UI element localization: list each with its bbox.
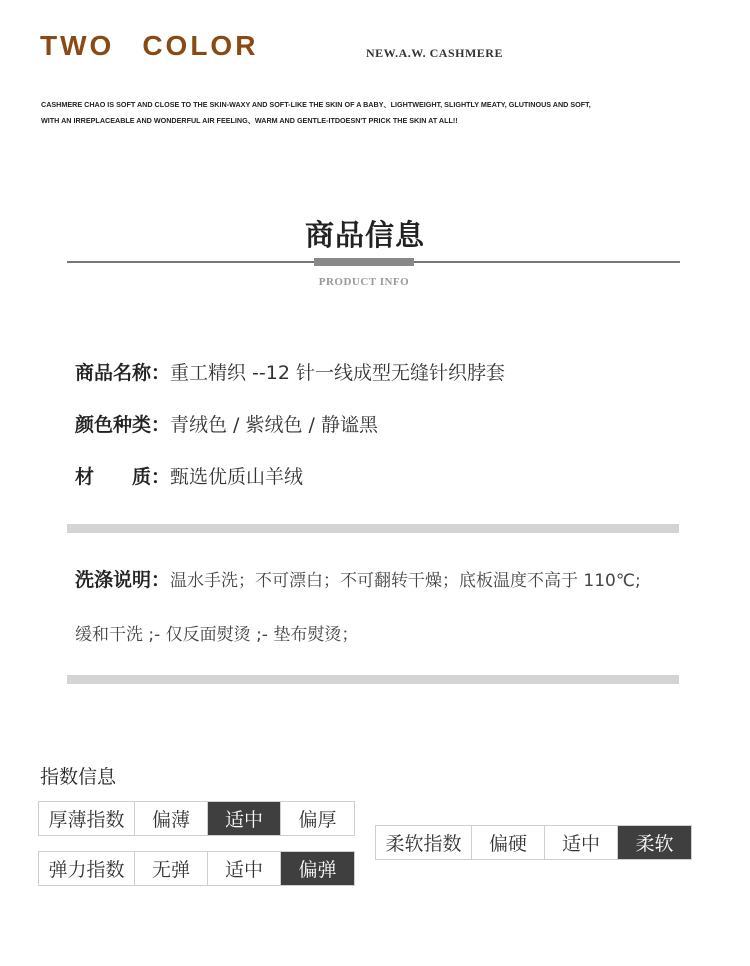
softness-option-hard: 偏硬 (472, 826, 545, 859)
material-row (75, 462, 303, 489)
divider-bar (67, 524, 679, 533)
material-label: 材 质： (75, 466, 171, 488)
thickness-index-label: 厚薄指数 (39, 802, 135, 835)
heading-accent-bar (314, 258, 414, 266)
color-row (75, 410, 378, 437)
divider-bar (67, 675, 679, 684)
elasticity-index-table (38, 851, 355, 886)
product-name-label: 商品名称： (75, 362, 171, 384)
product-name-row (75, 358, 505, 385)
softness-index-label: 柔软指数 (376, 826, 472, 859)
brand-subtitle: NEW.A.W. CASHMERE (366, 46, 503, 60)
thickness-index-table (38, 801, 355, 836)
softness-option-soft: 柔软 (618, 826, 691, 859)
elasticity-index-label: 弹力指数 (39, 852, 135, 885)
blurb-line-1: CASHMERE CHAO IS SOFT AND CLOSE TO THE SKIN-WAXY AND SOFT-LIKE THE SKIN OF A BABY、LIGHTWEIGHT, SLIGHTLY MEATY, GLUTINOUS AND SOFT, (41, 100, 591, 109)
product-name-value: 重工精织 --12 针一线成型无缝针织脖套 (170, 362, 505, 384)
wash-label: 洗涤说明： (75, 569, 171, 591)
elasticity-option-medium: 适中 (208, 852, 281, 885)
elasticity-option-none: 无弹 (135, 852, 208, 885)
brand-word-two: TWO (40, 30, 115, 61)
brand-title (40, 30, 258, 62)
color-value: 青绒色 / 紫绒色 / 静谧黑 (170, 414, 378, 436)
elasticity-option-stretchy: 偏弹 (281, 852, 354, 885)
color-label: 颜色种类： (75, 414, 171, 436)
section-subtitle: PRODUCT INFO (318, 276, 410, 288)
thickness-option-thick: 偏厚 (298, 809, 337, 831)
softness-index-table (375, 825, 692, 860)
softness-option-medium: 适中 (545, 826, 618, 859)
blurb-line-2: WITH AN IRREPLACEABLE AND WONDERFUL AIR FEELING、WARM AND GENTLE-ITDOESN'T PRICK THE SKIN AT ALL!! (41, 116, 458, 125)
brand-word-color: COLOR (142, 30, 259, 61)
thickness-option-thin: 偏薄 (135, 802, 208, 835)
wash-instructions-line-1 (75, 565, 641, 592)
index-title: 指数信息 (40, 766, 117, 788)
product-blurb (41, 97, 721, 129)
wash-instructions-line-2: 缓和干洗 ;- 仅反面熨烫 ;- 垫布熨烫； (75, 625, 359, 645)
material-value: 甄选优质山羊绒 (170, 466, 304, 488)
wash-text-1: 温水手洗；不可漂白；不可翻转干燥；底板温度不高于 110℃; (170, 571, 641, 591)
thickness-option-medium: 适中 (208, 802, 281, 835)
section-title: 商品信息 (304, 218, 425, 252)
